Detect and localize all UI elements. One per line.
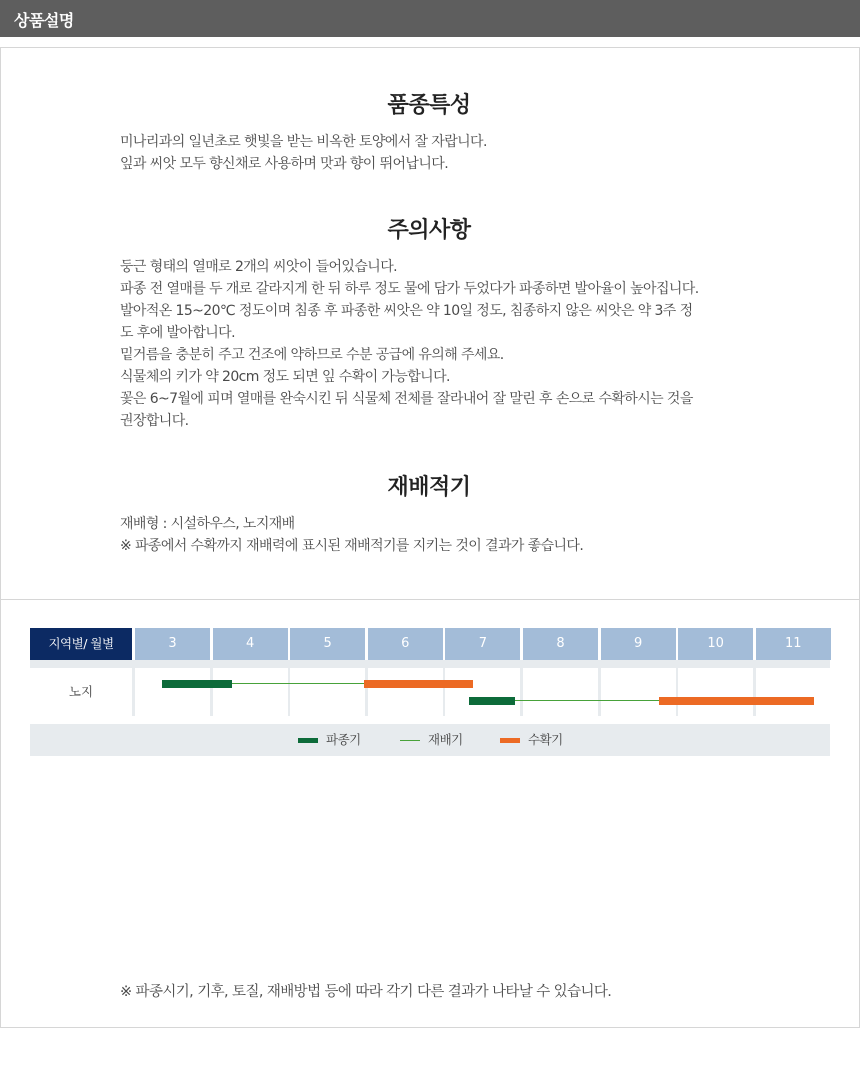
legend-swatch <box>400 740 420 741</box>
text-line: 밑거름을 충분히 주고 건조에 약하므로 수분 공급에 유의해 주세요. <box>120 347 504 363</box>
text-line: 파종 전 열매를 두 개로 갈라지게 한 뒤 하루 정도 물에 담가 두었다가 파종하면 발아율이 높아집니다. <box>120 281 699 297</box>
month-header-10: 10 <box>678 628 753 660</box>
variety-text <box>120 131 760 175</box>
chart-header-row <box>30 628 830 660</box>
text-line: 꽃은 6~7월에 피며 열매를 완숙시킨 뒤 식물체 전체를 잘라내어 잘 말린 후 손으로 수확하시는 것을 <box>120 391 693 407</box>
text-line: 재배형 : 시설하우스, 노지재배 <box>120 516 295 532</box>
section-title-caution: 주의사항 <box>387 218 471 243</box>
harvest-bar <box>659 697 814 705</box>
month-cell-5 <box>290 668 365 716</box>
chart-spacer <box>30 660 830 668</box>
cultivation-text <box>120 513 760 557</box>
text-line: 잎과 씨앗 모두 향신채로 사용하며 맛과 향이 뛰어납니다. <box>120 156 449 172</box>
text-line: ※ 파종에서 수확까지 재배력에 표시된 재배적기를 지키는 것이 결과가 좋습니다. <box>120 538 584 554</box>
section-title-variety: 품종특성 <box>387 93 471 118</box>
month-cell-9 <box>601 668 676 716</box>
sowing-bar <box>162 680 232 688</box>
text-line: 도 후에 발아합니다. <box>120 325 235 341</box>
month-cell-3 <box>135 668 210 716</box>
legend-label: 재배기 <box>428 732 463 747</box>
legend-item-sowing <box>298 724 398 756</box>
month-cell-8 <box>523 668 598 716</box>
row-label: 노지 <box>30 668 132 716</box>
text-line: 권장합니다. <box>120 413 189 429</box>
product-description-header <box>0 0 860 37</box>
harvest-bar <box>364 680 473 688</box>
cultivation-bar <box>232 683 364 684</box>
month-header-5: 5 <box>290 628 365 660</box>
text-line: 발아적온 15~20℃ 정도이며 침종 후 파종한 씨앗은 약 10일 정도, 침종하지 않은 씨앗은 약 3주 정 <box>120 303 693 319</box>
caution-text <box>120 256 760 432</box>
legend-swatch <box>500 738 520 743</box>
chart-row-open-field <box>30 668 830 716</box>
section-divider <box>1 599 859 600</box>
section-title-cultivation-period: 재배적기 <box>387 475 471 500</box>
month-header-6: 6 <box>368 628 443 660</box>
text-line: 식물체의 키가 약 20cm 정도 되면 잎 수확이 가능합니다. <box>120 369 450 385</box>
cultivation-calendar-chart <box>30 628 830 756</box>
header-title: 상품설명 <box>14 11 74 30</box>
text-line: 둥근 형태의 열매로 2개의 씨앗이 들어있습니다. <box>120 259 397 275</box>
month-header-4: 4 <box>213 628 288 660</box>
sowing-bar <box>469 697 516 705</box>
region-month-header: 지역별/ 월별 <box>30 628 132 660</box>
month-header-8: 8 <box>523 628 598 660</box>
text-line: 미나리과의 일년초로 햇빛을 받는 비옥한 토양에서 잘 자랍니다. <box>120 134 487 150</box>
legend-swatch <box>298 738 318 743</box>
legend-item-cultivation <box>400 724 500 756</box>
month-cell-6 <box>368 668 443 716</box>
month-cell-4 <box>213 668 288 716</box>
month-header-9: 9 <box>601 628 676 660</box>
footnote: ※ 파종시기, 기후, 토질, 재배방법 등에 따라 각기 다른 결과가 나타날 수 있습니다. <box>120 984 612 1000</box>
chart-gap <box>30 716 830 724</box>
month-cell-11 <box>756 668 831 716</box>
cultivation-bar <box>515 700 659 701</box>
legend-label: 파종기 <box>326 732 361 747</box>
month-header-11: 11 <box>756 628 831 660</box>
legend-item-harvest <box>500 724 600 756</box>
month-cell-10 <box>678 668 753 716</box>
month-header-3: 3 <box>135 628 210 660</box>
month-header-7: 7 <box>445 628 520 660</box>
legend-label: 수확기 <box>528 732 563 747</box>
chart-legend <box>30 724 830 756</box>
month-cell-7 <box>445 668 520 716</box>
